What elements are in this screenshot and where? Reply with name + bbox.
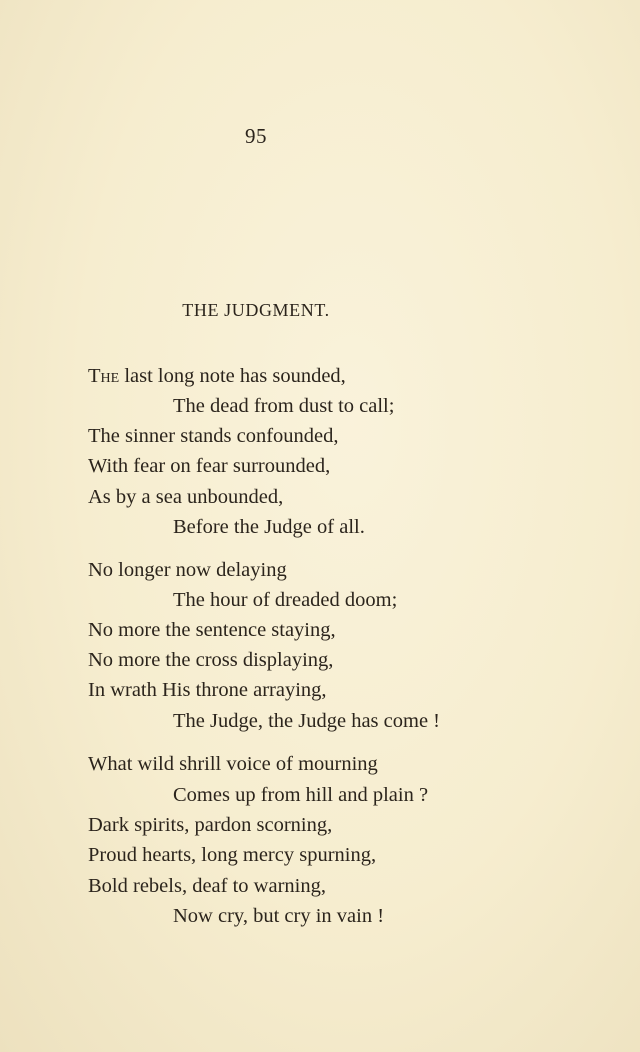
poem-line [88,366,346,387]
line-text: last long note has sounded, [119,365,346,387]
poem-line: Proud hearts, long mercy spurning, [88,844,377,866]
poem-line: In wrath His throne arraying, [88,679,327,701]
poem-line: The Judge, the Judge has come ! [173,710,440,732]
poem-line: Bold rebels, deaf to warning, [88,875,326,897]
poem-line: What wild shrill voice of mourning [88,753,378,775]
poem-line: Now cry, but cry in vain ! [173,905,385,927]
poem-line: The dead from dust to call; [173,395,395,417]
first-word: The [88,365,120,387]
poem-line: No more the sentence staying, [88,619,336,641]
poem-line: With fear on fear surrounded, [88,455,331,477]
poem-line: No more the cross displaying, [88,649,334,671]
poem-line: As by a sea unbounded, [88,486,284,508]
poem-line: The sinner stands confounded, [88,425,339,447]
poem-line: Dark spirits, pardon scorning, [88,814,333,836]
poem-title: THE JUDGMENT. [182,300,330,320]
poem-line: The hour of dreaded doom; [173,589,398,611]
poem-line: No longer now delaying [88,559,287,581]
poem-line: Before the Judge of all. [173,516,365,538]
page-number: 95 [245,124,267,148]
poem-line: Comes up from hill and plain ? [173,784,429,806]
